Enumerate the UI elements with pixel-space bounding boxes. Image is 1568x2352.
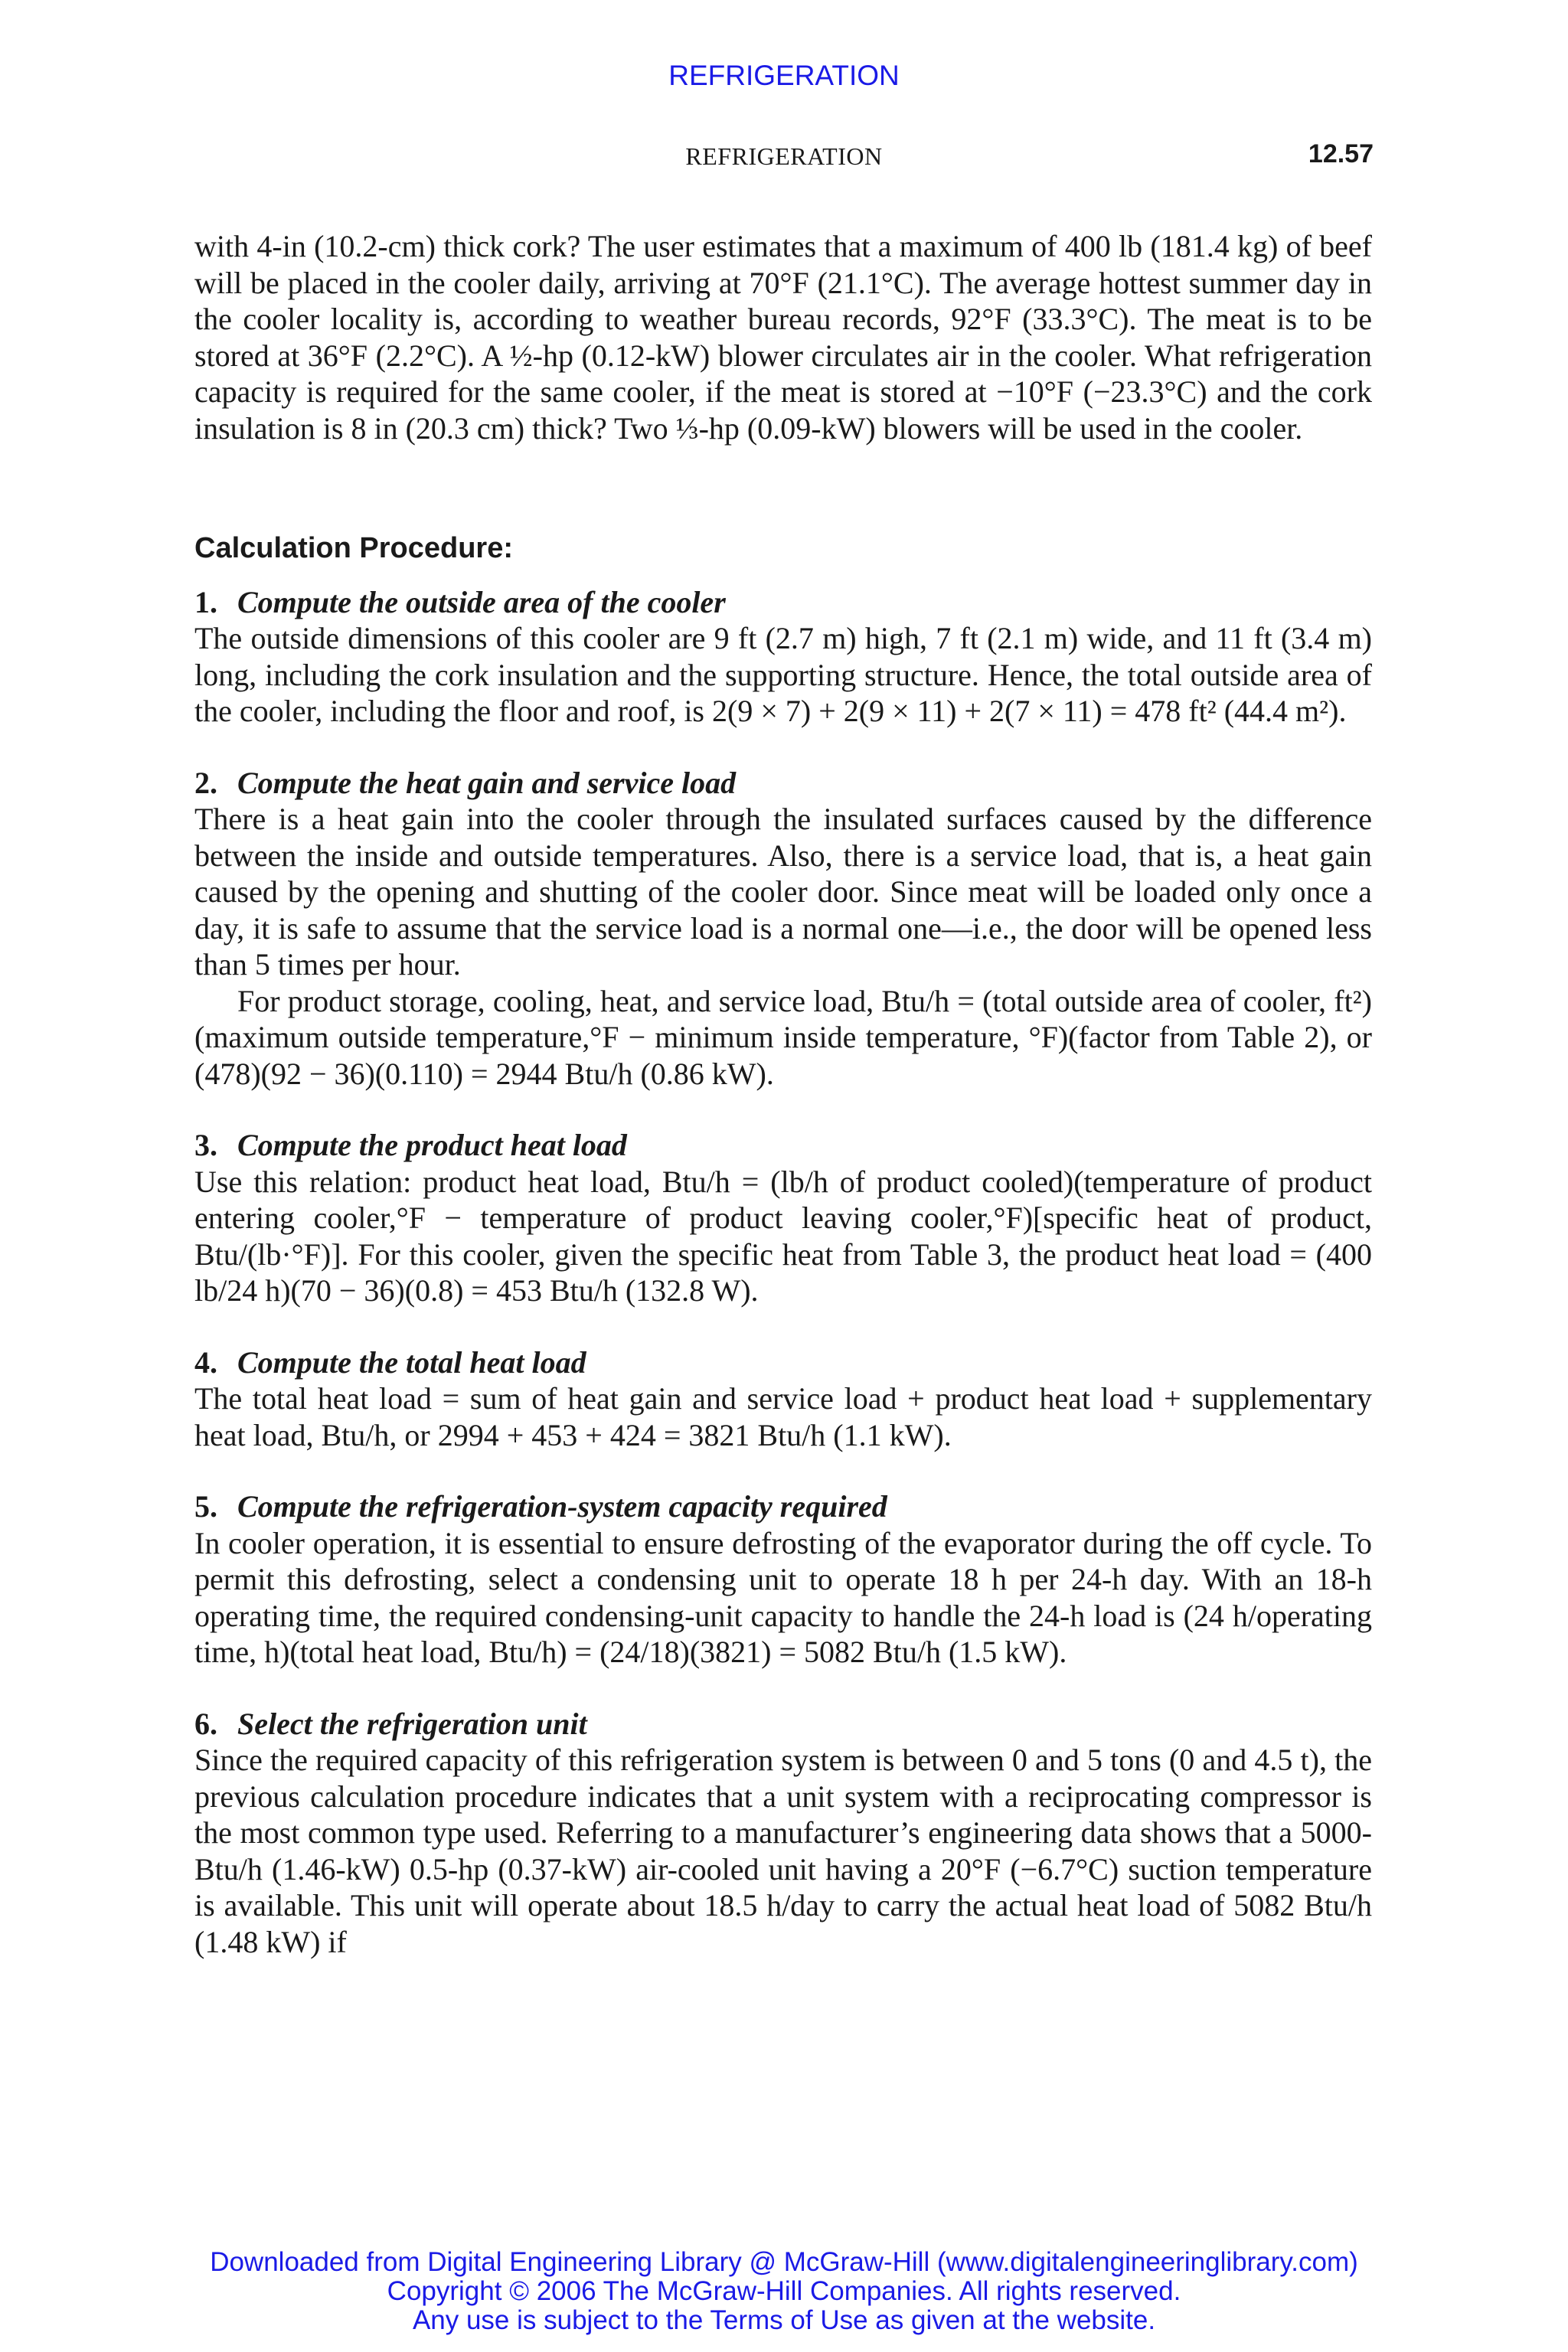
- page-number: 12.57: [1308, 139, 1374, 168]
- step-title: Compute the heat gain and service load: [237, 765, 737, 800]
- footer-download-link[interactable]: Downloaded from Digital Engineering Library @ McGraw-Hill (www.digitalengineeringlibrary.com): [210, 2247, 1358, 2277]
- step-number: 1.: [194, 584, 217, 619]
- step-heading: [194, 584, 1372, 621]
- step-number: 2.: [194, 765, 217, 800]
- step-title: Compute the refrigeration-system capacity required: [237, 1489, 887, 1524]
- step-paragraph: Use this relation: product heat load, Btu/h = (lb/h of product cooled)(temperature of product entering cooler,°F − temperature of product leaving cooler,°F)[specific heat of product, Btu/(lb·°F)]. For this cooler, given the specific heat from Table 3, the product heat load = (400 lb/24 h)(70 − 36)(0.8) = 453 Btu/h (132.8 W).: [194, 1164, 1372, 1308]
- running-head: REFRIGERATION: [685, 142, 883, 170]
- step-heading: [194, 1488, 1372, 1525]
- step-5: [194, 1488, 1372, 1671]
- step-paragraph: Since the required capacity of this refrigeration system is between 0 and 5 tons (0 and 4.5 t), the previous calculation procedure indicates that a unit system with a reciprocating compressor is the most common type used. Referring to a manufacturer’s engineering data shows that a 5000-Btu/h (1.46-kW) 0.5-hp (0.37-kW) air-cooled unit having a 20°F (−6.7°C) suction temperature is available. This unit will operate about 18.5 h/day to carry the actual heat load of 5082 Btu/h (1.48 kW) if: [194, 1743, 1372, 1959]
- step-3: [194, 1127, 1372, 1309]
- step-heading: [194, 1127, 1372, 1164]
- download-footer: [0, 2248, 1568, 2335]
- intro-paragraph: with 4-in (10.2-cm) thick cork? The user estimates that a maximum of 400 lb (181.4 kg) of beef will be placed in the cooler daily, arriving at 70°F (21.1°C). The average hottest summer day in the cooler locality is, according to weather bureau records, 92°F (33.3°C). The meat is to be stored at 36°F (2.2°C). A ½-hp (0.12-kW) blower circulates air in the cooler. What refrigeration capacity is required for the same cooler, if the meat is stored at −10°F (−23.3°C) and the cork insulation is 8 in (20.3 cm) thick? Two ⅓-hp (0.09-kW) blowers will be used in the cooler.: [194, 229, 1372, 446]
- step-title: Compute the total heat load: [237, 1344, 586, 1380]
- step-number: 5.: [194, 1489, 217, 1524]
- step-2: [194, 765, 1372, 1093]
- step-paragraph: For product storage, cooling, heat, and service load, Btu/h = (total outside area of cooler, ft²)(maximum outside temperature,°F − minimum inside temperature, °F)(factor from Table 2), or (478)(92 − 36)(0.110) = 2944 Btu/h (0.86 kW).: [194, 983, 1372, 1091]
- page-body: [194, 228, 1372, 1960]
- step-title: Compute the product heat load: [237, 1128, 627, 1162]
- step-number: 6.: [194, 1706, 217, 1741]
- footer-terms-link[interactable]: Any use is subject to the Terms of Use as given at the website.: [412, 2305, 1156, 2335]
- chapter-title-link[interactable]: REFRIGERATION: [668, 60, 900, 91]
- step-paragraph: The outside dimensions of this cooler are 9 ft (2.7 m) high, 7 ft (2.1 m) wide, and 11 ft (3.4 m) long, including the cork insulation and the supporting structure. Hence, the total outside area of the cooler, including the floor and roof, is 2(9 × 7) + 2(9 × 11) + 2(7 × 11) = 478 ft² (44.4 m²).: [194, 621, 1372, 728]
- section-title: Calculation Procedure:: [194, 532, 513, 564]
- step-paragraph: There is a heat gain into the cooler through the insulated surfaces caused by the difference between the inside and outside temperatures. Also, there is a service load, that is, a heat gain caused by the opening and shutting of the cooler door. Since meat will be loaded only once a day, it is safe to assume that the service load is a normal one—i.e., the door will be opened less than 5 times per hour.: [194, 802, 1372, 982]
- step-heading: [194, 1706, 1372, 1743]
- step-paragraph: The total heat load = sum of heat gain and service load + product heat load + supplementary heat load, Btu/h, or 2994 + 453 + 424 = 3821 Btu/h (1.1 kW).: [194, 1381, 1372, 1452]
- step-number: 3.: [194, 1128, 217, 1162]
- step-number: 4.: [194, 1344, 217, 1380]
- footer-copyright-link[interactable]: Copyright © 2006 The McGraw-Hill Companies. All rights reserved.: [387, 2276, 1181, 2306]
- step-1: [194, 584, 1372, 730]
- step-paragraph: In cooler operation, it is essential to ensure defrosting of the evaporator during the off cycle. To permit this defrosting, select a condensing unit to operate 18 h per 24-h day. With an 18-h operating time, the required condensing-unit capacity to handle the 24-h load is (24 h/operating time, h)(total heat load, Btu/h) = (24/18)(3821) = 5082 Btu/h (1.5 kW).: [194, 1525, 1372, 1669]
- step-title: Select the refrigeration unit: [237, 1706, 587, 1741]
- step-4: [194, 1344, 1372, 1454]
- step-heading: [194, 765, 1372, 802]
- step-title: Compute the outside area of the cooler: [237, 584, 726, 619]
- step-6: [194, 1706, 1372, 1961]
- step-heading: [194, 1344, 1372, 1381]
